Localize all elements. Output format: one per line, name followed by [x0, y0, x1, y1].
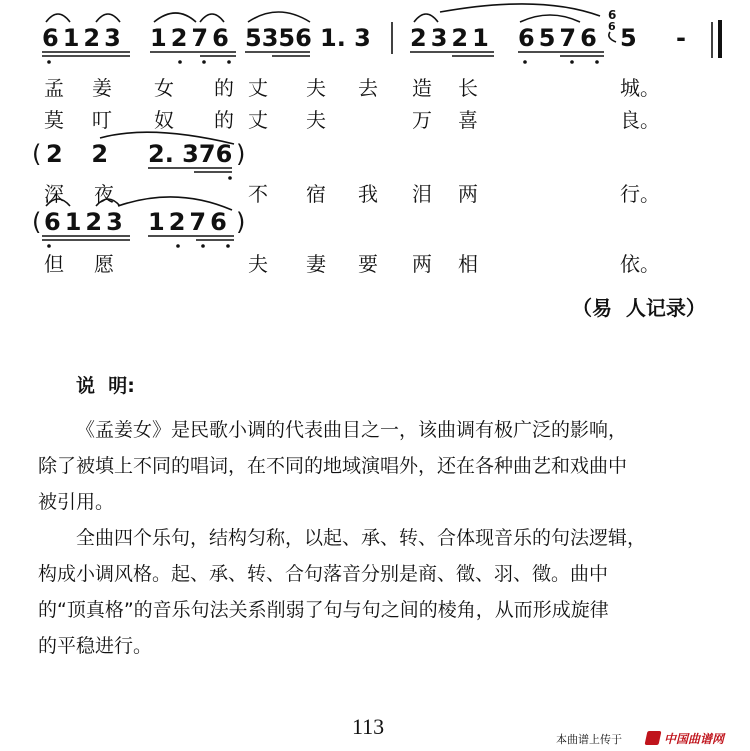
octave-dot	[523, 60, 527, 64]
lyric-v4-2: 愿	[94, 252, 114, 276]
lyric-v2-4: 的	[214, 108, 234, 132]
lyric-v2-5: 丈	[248, 108, 268, 132]
page-number: 113	[352, 714, 385, 739]
lyric-v1-10: 城。	[620, 76, 660, 100]
line3-measure-2-notes: 1276	[148, 208, 231, 236]
paren-close-line3: )	[236, 208, 246, 236]
site-logo-icon	[645, 731, 662, 745]
paren-open-line3: (	[32, 208, 42, 236]
lyric-v3-2: 夜	[94, 182, 114, 206]
lyric-v2-2: 叮	[92, 108, 112, 132]
lyric-v2-1: 莫	[44, 108, 64, 132]
measure-5-notes: 2321	[410, 24, 493, 52]
octave-dot	[176, 244, 180, 248]
site-brand-link[interactable]: 中国曲谱网	[664, 732, 725, 746]
lyric-v1-7: 去	[358, 76, 378, 100]
lyric-v1-6: 夫	[306, 76, 326, 100]
octave-dot	[201, 244, 205, 248]
slur-mark	[200, 14, 224, 22]
octave-dot	[47, 60, 51, 64]
octave-dot	[595, 60, 599, 64]
lyric-v4-4: 妻	[306, 252, 326, 276]
measure-6-notes: 6576	[518, 24, 601, 52]
measure-3-notes: 5356	[245, 24, 312, 52]
measure-4-notes: 1. 3	[320, 24, 371, 52]
lyric-v4-1: 但	[44, 252, 64, 276]
paren-open-line2: (	[32, 140, 42, 168]
lyric-v4-7: 相	[458, 252, 478, 276]
lyric-v1-4: 的	[214, 76, 234, 100]
lyric-v4-3: 夫	[248, 252, 268, 276]
paragraph-1-line-3: 被引用。	[38, 491, 115, 513]
lyric-v3-8: 行。	[620, 182, 660, 206]
lyric-v1-9: 长	[458, 76, 478, 100]
lyric-v4-8: 依。	[620, 252, 660, 276]
paragraph-2-line-2: 构成小调风格。起、承、转、合句落音分别是商、徵、羽、徵。曲中	[38, 563, 609, 585]
octave-dot	[202, 60, 206, 64]
lyric-v4-6: 两	[412, 252, 432, 276]
slur-mark	[96, 14, 120, 22]
lyric-v3-1: 深	[44, 182, 64, 206]
lyric-v2-6: 夫	[306, 108, 326, 132]
octave-dot	[226, 244, 230, 248]
lyric-v4-5: 要	[358, 252, 378, 276]
slur-mark	[46, 14, 70, 22]
grace-note-2: 6	[608, 20, 616, 33]
lyric-v3-7: 两	[458, 182, 478, 206]
grace-slur	[609, 32, 616, 42]
lyric-v1-2: 姜	[92, 76, 112, 100]
measure-7-note: 5	[620, 24, 637, 52]
measure-1-notes: 6123	[42, 24, 125, 52]
paragraph-2-line-1: 全曲四个乐句，结构匀称，以起、承、转、合体现音乐的句法逻辑，	[76, 527, 647, 549]
lyric-v2-3: 奴	[154, 108, 174, 132]
octave-dot	[228, 176, 232, 180]
slur-mark	[440, 4, 600, 16]
lyric-v1-1: 孟	[44, 76, 64, 100]
paragraph-2-line-3: 的“顶真格”的音乐句法关系削弱了句与句之间的棱角，从而形成旋律	[38, 599, 609, 621]
lyric-v2-9: 良。	[620, 108, 660, 132]
octave-dot	[227, 60, 231, 64]
slur-mark	[248, 12, 310, 22]
line2-measure-1-notes: 2 2	[46, 140, 113, 168]
upload-note: 本曲谱上传于	[556, 733, 622, 746]
line2-measure-2-notes: 2. 376	[148, 140, 233, 168]
slur-mark	[414, 14, 438, 22]
lyric-v2-8: 喜	[458, 108, 478, 132]
sustain-dash: -	[676, 24, 686, 52]
transcriber-credit: （易 人记录）	[572, 296, 706, 320]
paren-close-line2: )	[236, 140, 246, 168]
octave-dot	[178, 60, 182, 64]
lyric-v1-3: 女	[154, 76, 174, 100]
lyric-v2-7: 万	[412, 108, 432, 132]
lyric-v3-4: 宿	[306, 182, 326, 206]
notes-heading: 说 明:	[76, 375, 135, 397]
lyric-v1-5: 丈	[248, 76, 268, 100]
line3-measure-1-notes: 6123	[44, 208, 127, 236]
measure-2-notes: 1276	[150, 24, 233, 52]
lyric-v3-3: 不	[248, 182, 268, 206]
grace-note: 6	[608, 8, 617, 22]
paragraph-1-line-1: 《孟姜女》是民歌小调的代表曲目之一，该曲调有极广泛的影响，	[76, 419, 628, 441]
lyric-v1-8: 造	[412, 76, 432, 100]
lyric-v3-5: 我	[358, 182, 378, 206]
paragraph-2-line-4: 的平稳进行。	[38, 635, 153, 657]
paragraph-1-line-2: 除了被填上不同的唱词，在不同的地域演唱外，还在各种曲艺和戏曲中	[38, 455, 628, 477]
slur-mark	[154, 13, 196, 22]
lyric-v3-6: 泪	[412, 182, 432, 206]
octave-dot	[570, 60, 574, 64]
slur-mark	[520, 15, 580, 22]
